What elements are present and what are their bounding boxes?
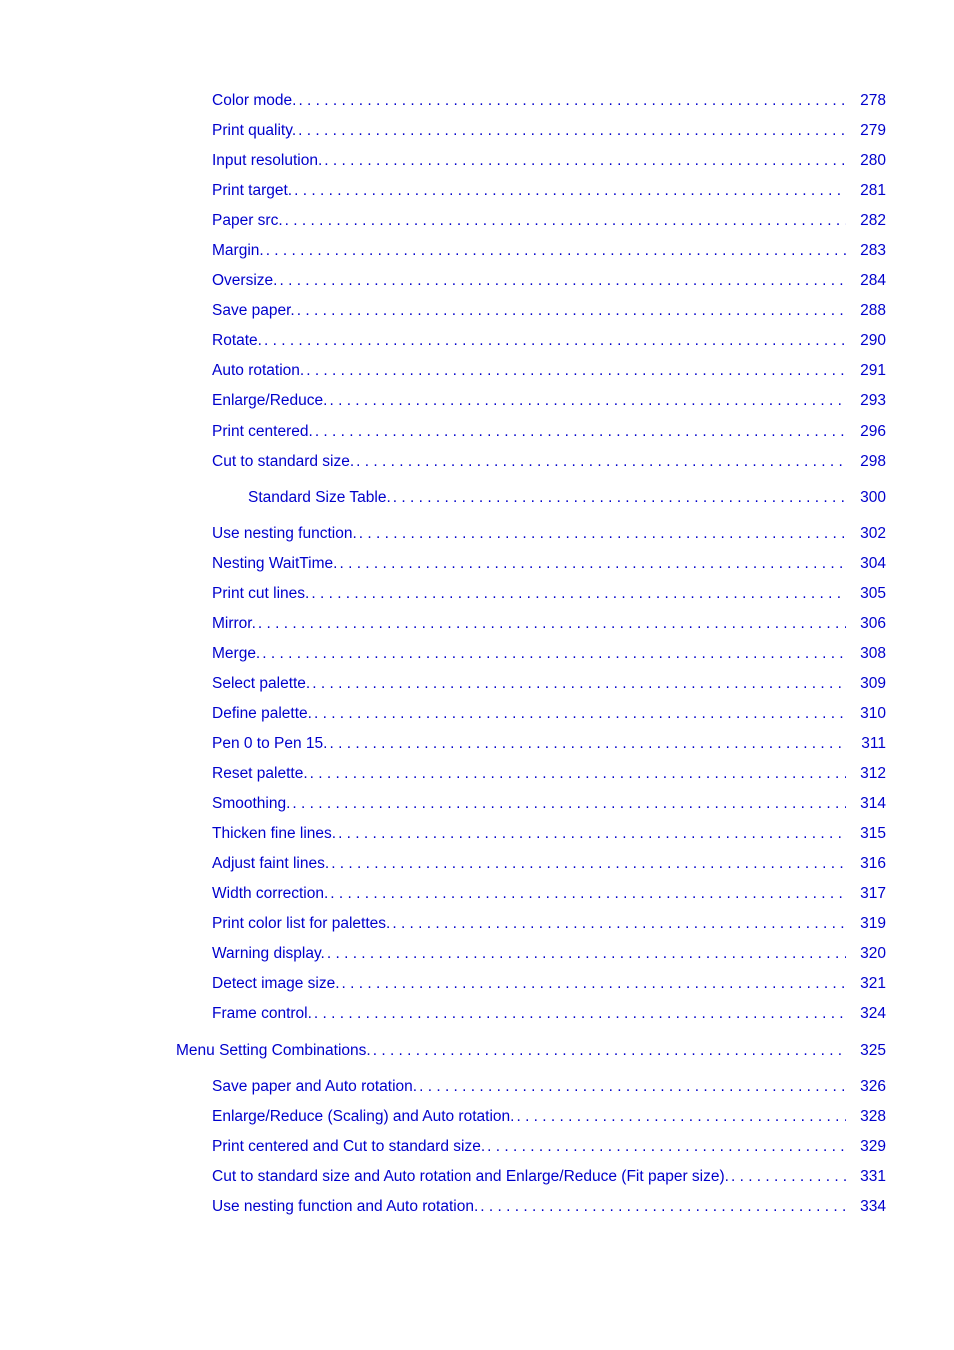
toc-entry-title: Select palette. — [212, 675, 311, 692]
dot-leader — [296, 121, 846, 141]
dot-leader — [391, 488, 846, 508]
toc-entry-page: 278 — [860, 92, 886, 109]
toc-entry-page: 306 — [860, 615, 886, 632]
dot-leader — [312, 1004, 846, 1024]
toc-entry-title: Rotate. — [212, 332, 262, 349]
toc-entry-cut-rotation-enlarge[interactable] — [212, 1167, 886, 1187]
toc-entry-standard-size-table[interactable] — [248, 488, 886, 508]
dot-leader — [312, 704, 846, 724]
toc-entry-frame-control[interactable] — [212, 1004, 886, 1024]
toc-entry-page: 280 — [860, 152, 886, 169]
dot-leader — [354, 452, 846, 472]
toc-entry-title: Use nesting function. — [212, 525, 357, 542]
toc-entry-title: Paper src. — [212, 212, 283, 229]
toc-entry-nesting-and-auto-rotation[interactable] — [212, 1197, 886, 1217]
toc-entry-title: Smoothing. — [212, 795, 291, 812]
toc-entry-rotate[interactable] — [212, 331, 886, 351]
toc-entry-page: 279 — [860, 122, 886, 139]
toc-entry-cut-to-standard-size[interactable] — [212, 452, 886, 472]
toc-entry-print-centered[interactable] — [212, 422, 886, 442]
dot-leader — [417, 1077, 846, 1097]
toc-entry-title: Pen 0 to Pen 15. — [212, 735, 328, 752]
toc-entry-page: 326 — [860, 1078, 886, 1095]
toc-entry-pen-0-to-pen-15[interactable] — [212, 734, 886, 754]
toc-entry-page: 293 — [860, 392, 886, 409]
toc-entry-margin[interactable] — [212, 241, 886, 261]
toc-entry-page: 317 — [860, 885, 886, 902]
dot-leader — [283, 211, 846, 231]
toc-entry-page: 331 — [860, 1168, 886, 1185]
toc-entry-select-palette[interactable] — [212, 674, 886, 694]
dot-leader — [327, 391, 846, 411]
toc-entry-thicken-fine-lines[interactable] — [212, 824, 886, 844]
toc-entry-title: Print cut lines. — [212, 585, 310, 602]
toc-entry-title: Color mode. — [212, 92, 297, 109]
toc-entry-enlarge-reduce-scaling-and-auto-rotation[interactable] — [212, 1107, 886, 1127]
dot-leader — [390, 914, 846, 934]
toc-entry-menu-setting-combinations[interactable] — [176, 1041, 886, 1061]
toc-entry-page: 311 — [861, 735, 886, 752]
toc-entry-title: Oversize. — [212, 272, 278, 289]
toc-entry-title: Nesting WaitTime. — [212, 555, 338, 572]
toc-entry-paper-src[interactable] — [212, 211, 886, 231]
toc-entry-page: 296 — [860, 423, 886, 440]
toc-entry-title: Print centered. — [212, 423, 313, 440]
dot-leader — [262, 331, 846, 351]
dot-leader — [327, 734, 846, 754]
dot-leader — [322, 151, 846, 171]
toc-entry-title: Save paper. — [212, 302, 295, 319]
toc-entry-page: 309 — [860, 675, 886, 692]
toc-entry-page: 319 — [860, 915, 886, 932]
dot-leader — [336, 824, 846, 844]
dot-leader — [340, 974, 847, 994]
toc-entry-page: 288 — [860, 302, 886, 319]
toc-entry-mirror[interactable] — [212, 614, 886, 634]
toc-entry-color-mode[interactable] — [212, 91, 886, 111]
dot-leader — [329, 854, 846, 874]
toc-entry-save-paper-and-auto-rotation[interactable] — [212, 1077, 886, 1097]
toc-entry-title: Print color list for palettes. — [212, 915, 391, 932]
toc-entry-page: 304 — [860, 555, 886, 572]
dot-leader — [313, 422, 846, 442]
dot-leader — [328, 884, 846, 904]
toc-entry-detect-image-size[interactable] — [212, 974, 886, 994]
toc-entry-page: 316 — [860, 855, 886, 872]
toc-entry-page: 308 — [860, 645, 886, 662]
toc-entry-merge[interactable] — [212, 644, 886, 664]
toc-entry-title: Standard Size Table. — [248, 489, 391, 506]
dot-leader — [337, 554, 846, 574]
dot-leader — [485, 1137, 846, 1157]
toc-entry-page: 302 — [860, 525, 886, 542]
dot-leader — [260, 644, 846, 664]
toc-entry-input-resolution[interactable] — [212, 151, 886, 171]
dot-leader — [308, 764, 846, 784]
toc-entry-reset-palette[interactable] — [212, 764, 886, 784]
dot-leader — [478, 1197, 846, 1217]
toc-entry-smoothing[interactable] — [212, 794, 886, 814]
toc-entry-page: 314 — [860, 795, 886, 812]
toc-entry-title: Width correction. — [212, 885, 329, 902]
dot-leader — [290, 794, 846, 814]
toc-entry-page: 324 — [860, 1005, 886, 1022]
toc-entry-page: 315 — [860, 825, 886, 842]
toc-entry-title: Cut to standard size and Auto rotation and Enlarge/Reduce (Fit paper size). — [212, 1168, 729, 1185]
dot-leader — [729, 1167, 846, 1187]
dot-leader — [292, 181, 846, 201]
toc-entry-width-correction[interactable] — [212, 884, 886, 904]
toc-entry-print-color-list[interactable] — [212, 914, 886, 934]
toc-entry-title: Merge. — [212, 645, 261, 662]
toc-entry-print-target[interactable] — [212, 181, 886, 201]
toc-entry-title: Mirror. — [212, 615, 256, 632]
toc-entry-title: Margin. — [212, 242, 264, 259]
toc-entry-page: 282 — [860, 212, 886, 229]
toc-entry-adjust-faint-lines[interactable] — [212, 854, 886, 874]
toc-entry-title: Print centered and Cut to standard size. — [212, 1138, 486, 1155]
toc-entry-print-centered-and-cut[interactable] — [212, 1137, 886, 1157]
toc-entry-page: 312 — [860, 765, 886, 782]
toc-entry-print-quality[interactable] — [212, 121, 886, 141]
dot-leader — [277, 271, 846, 291]
toc-entry-nesting-waittime[interactable] — [212, 554, 886, 574]
toc-entry-page: 328 — [860, 1108, 886, 1125]
toc-entry-title: Frame control. — [212, 1005, 312, 1022]
toc-entry-page: 329 — [860, 1138, 886, 1155]
toc-entry-use-nesting-function[interactable] — [212, 524, 886, 544]
toc-entry-page: 320 — [860, 945, 886, 962]
toc-entry-save-paper[interactable] — [212, 301, 886, 321]
toc-entry-page: 290 — [860, 332, 886, 349]
dot-leader — [514, 1107, 846, 1127]
dot-leader — [325, 944, 846, 964]
toc-entry-page: 334 — [860, 1198, 886, 1215]
toc-entry-title: Adjust faint lines. — [212, 855, 330, 872]
toc-entry-page: 310 — [860, 705, 886, 722]
dot-leader — [371, 1041, 846, 1061]
dot-leader — [256, 614, 846, 634]
toc-entry-page: 298 — [860, 453, 886, 470]
toc-entry-title: Menu Setting Combinations. — [176, 1042, 371, 1059]
toc-entry-print-cut-lines[interactable] — [212, 584, 886, 604]
dot-leader — [310, 674, 846, 694]
toc-entry-title: Detect image size. — [212, 975, 340, 992]
toc-entry-enlarge-reduce[interactable] — [212, 391, 886, 411]
toc-entry-title: Define palette. — [212, 705, 312, 722]
toc-entry-page: 305 — [860, 585, 886, 602]
toc-entry-page: 300 — [860, 489, 886, 506]
toc-entry-page: 291 — [860, 362, 886, 379]
toc-entry-title: Print quality. — [212, 122, 297, 139]
dot-leader — [357, 524, 846, 544]
toc-entry-define-palette[interactable] — [212, 704, 886, 724]
toc-entry-title: Input resolution. — [212, 152, 323, 169]
dot-leader — [296, 91, 846, 111]
toc-entry-title: Cut to standard size. — [212, 453, 355, 470]
toc-entry-oversize[interactable] — [212, 271, 886, 291]
toc-entry-auto-rotation[interactable] — [212, 361, 886, 381]
toc-entry-title: Save paper and Auto rotation. — [212, 1078, 418, 1095]
toc-entry-title: Thicken fine lines. — [212, 825, 337, 842]
toc-entry-title: Reset palette. — [212, 765, 308, 782]
toc-entry-page: 321 — [860, 975, 886, 992]
toc-entry-title: Enlarge/Reduce (Scaling) and Auto rotation. — [212, 1108, 515, 1125]
toc-entry-title: Enlarge/Reduce. — [212, 392, 328, 409]
toc-entry-title: Print target. — [212, 182, 293, 199]
toc-entry-page: 325 — [860, 1042, 886, 1059]
toc-entry-warning-display[interactable] — [212, 944, 886, 964]
dot-leader — [264, 241, 846, 261]
dot-leader — [304, 361, 846, 381]
toc-entry-title: Use nesting function and Auto rotation. — [212, 1198, 479, 1215]
toc-entry-page: 284 — [860, 272, 886, 289]
dot-leader — [295, 301, 846, 321]
toc-entry-page: 281 — [860, 182, 886, 199]
toc-entry-title: Warning display. — [212, 945, 325, 962]
toc-entry-page: 283 — [860, 242, 886, 259]
dot-leader — [309, 584, 846, 604]
toc-entry-title: Auto rotation. — [212, 362, 305, 379]
